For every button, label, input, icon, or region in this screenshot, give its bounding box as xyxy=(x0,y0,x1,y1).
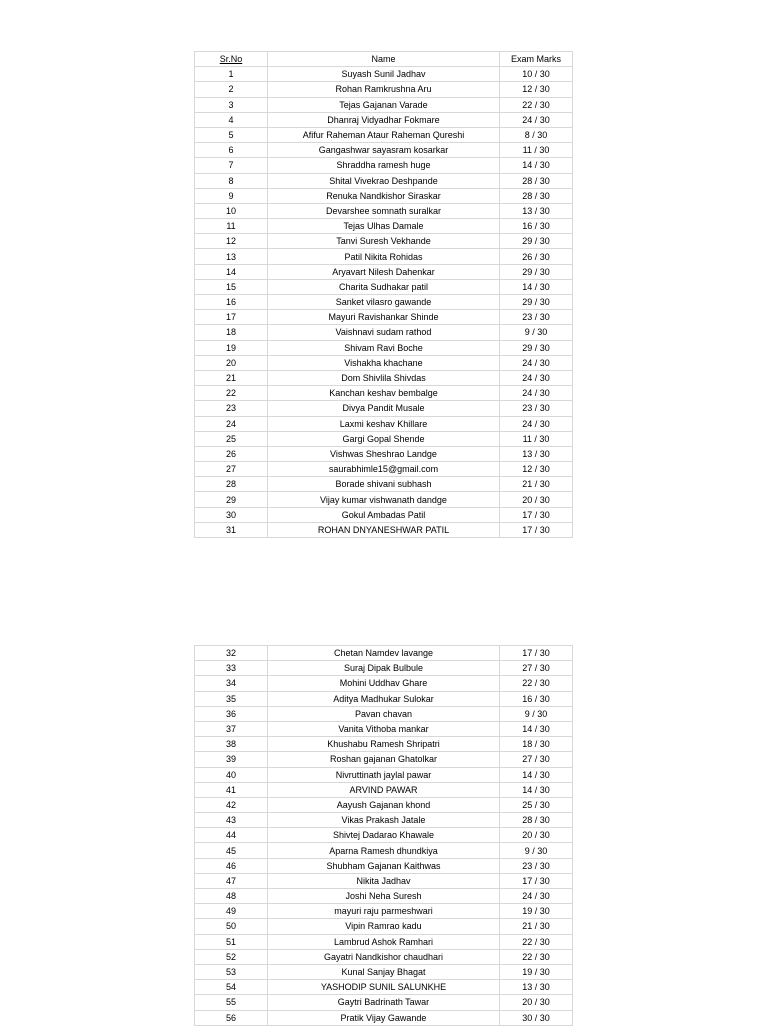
cell-srno: 17 xyxy=(195,310,268,325)
table-row xyxy=(195,370,573,385)
cell-name: Afifur Raheman Ataur Raheman Qureshi xyxy=(268,127,500,142)
cell-name: Dom Shivlila Shivdas xyxy=(268,370,500,385)
table-row xyxy=(195,386,573,401)
cell-name: Vaishnavi sudam rathod xyxy=(268,325,500,340)
cell-srno: 32 xyxy=(195,646,268,661)
cell-srno: 10 xyxy=(195,203,268,218)
cell-name: Tejas Ulhas Damale xyxy=(268,219,500,234)
cell-name: Shital Vivekrao Deshpande xyxy=(268,173,500,188)
cell-marks: 11 / 30 xyxy=(500,431,573,446)
cell-srno: 21 xyxy=(195,370,268,385)
cell-srno: 37 xyxy=(195,721,268,736)
cell-srno: 54 xyxy=(195,980,268,995)
header-name: Name xyxy=(268,52,500,67)
table-row xyxy=(195,676,573,691)
table-row xyxy=(195,188,573,203)
table-row xyxy=(195,219,573,234)
table-row xyxy=(195,462,573,477)
table-row xyxy=(195,646,573,661)
cell-name: Divya Pandit Musale xyxy=(268,401,500,416)
cell-srno: 40 xyxy=(195,767,268,782)
cell-marks: 28 / 30 xyxy=(500,173,573,188)
cell-name: Shivam Ravi Boche xyxy=(268,340,500,355)
table-row xyxy=(195,401,573,416)
cell-marks: 24 / 30 xyxy=(500,889,573,904)
table-row xyxy=(195,507,573,522)
cell-marks: 13 / 30 xyxy=(500,203,573,218)
cell-srno: 27 xyxy=(195,462,268,477)
cell-marks: 14 / 30 xyxy=(500,782,573,797)
cell-name: Gaytri Badrinath Tawar xyxy=(268,995,500,1010)
cell-marks: 13 / 30 xyxy=(500,980,573,995)
cell-srno: 45 xyxy=(195,843,268,858)
header-row xyxy=(195,52,573,67)
cell-srno: 34 xyxy=(195,676,268,691)
cell-marks: 24 / 30 xyxy=(500,386,573,401)
cell-name: Nivruttinath jaylal pawar xyxy=(268,767,500,782)
cell-srno: 9 xyxy=(195,188,268,203)
cell-marks: 9 / 30 xyxy=(500,325,573,340)
cell-marks: 23 / 30 xyxy=(500,310,573,325)
table-row xyxy=(195,737,573,752)
cell-marks: 16 / 30 xyxy=(500,219,573,234)
cell-srno: 33 xyxy=(195,661,268,676)
cell-name: Khushabu Ramesh Shripatri xyxy=(268,737,500,752)
cell-marks: 13 / 30 xyxy=(500,446,573,461)
cell-marks: 20 / 30 xyxy=(500,828,573,843)
cell-marks: 17 / 30 xyxy=(500,507,573,522)
cell-srno: 35 xyxy=(195,691,268,706)
header-srno: Sr.No xyxy=(195,52,268,67)
cell-srno: 36 xyxy=(195,706,268,721)
cell-marks: 26 / 30 xyxy=(500,249,573,264)
cell-marks: 24 / 30 xyxy=(500,416,573,431)
cell-name: Aditya Madhukar Sulokar xyxy=(268,691,500,706)
cell-name: Aryavart Nilesh Dahenkar xyxy=(268,264,500,279)
cell-name: Chetan Namdev lavange xyxy=(268,646,500,661)
cell-name: Kanchan keshav bembalge xyxy=(268,386,500,401)
cell-marks: 17 / 30 xyxy=(500,522,573,537)
cell-marks: 10 / 30 xyxy=(500,67,573,82)
table-row xyxy=(195,279,573,294)
cell-marks: 16 / 30 xyxy=(500,691,573,706)
cell-name: Tejas Gajanan Varade xyxy=(268,97,500,112)
cell-name: Vanita Vithoba mankar xyxy=(268,721,500,736)
table-row xyxy=(195,127,573,142)
cell-name: Lambrud Ashok Ramhari xyxy=(268,934,500,949)
table-row xyxy=(195,1010,573,1025)
cell-name: Vikas Prakash Jatale xyxy=(268,813,500,828)
table-row xyxy=(195,97,573,112)
cell-name: mayuri raju parmeshwari xyxy=(268,904,500,919)
cell-srno: 5 xyxy=(195,127,268,142)
cell-name: Sanket vilasro gawande xyxy=(268,295,500,310)
cell-marks: 12 / 30 xyxy=(500,82,573,97)
cell-srno: 12 xyxy=(195,234,268,249)
cell-marks: 22 / 30 xyxy=(500,949,573,964)
table-row xyxy=(195,828,573,843)
table-row xyxy=(195,889,573,904)
cell-marks: 29 / 30 xyxy=(500,340,573,355)
table-row xyxy=(195,934,573,949)
table-row xyxy=(195,752,573,767)
table-row xyxy=(195,964,573,979)
cell-name: ARVIND PAWAR xyxy=(268,782,500,797)
cell-name: Suraj Dipak Bulbule xyxy=(268,661,500,676)
marks-table-page-1 xyxy=(194,51,573,538)
cell-name: Rohan Ramkrushna Aru xyxy=(268,82,500,97)
table-row xyxy=(195,522,573,537)
table-row xyxy=(195,82,573,97)
cell-marks: 17 / 30 xyxy=(500,646,573,661)
cell-marks: 29 / 30 xyxy=(500,295,573,310)
cell-srno: 29 xyxy=(195,492,268,507)
cell-marks: 29 / 30 xyxy=(500,264,573,279)
cell-srno: 2 xyxy=(195,82,268,97)
cell-marks: 25 / 30 xyxy=(500,797,573,812)
table-row xyxy=(195,340,573,355)
table-row xyxy=(195,782,573,797)
cell-marks: 30 / 30 xyxy=(500,1010,573,1025)
cell-name: Vishwas Sheshrao Landge xyxy=(268,446,500,461)
cell-marks: 14 / 30 xyxy=(500,158,573,173)
cell-srno: 55 xyxy=(195,995,268,1010)
cell-marks: 20 / 30 xyxy=(500,492,573,507)
cell-srno: 11 xyxy=(195,219,268,234)
table-row xyxy=(195,919,573,934)
cell-name: Vijay kumar vishwanath dandge xyxy=(268,492,500,507)
cell-srno: 49 xyxy=(195,904,268,919)
table-row xyxy=(195,67,573,82)
cell-marks: 19 / 30 xyxy=(500,964,573,979)
cell-name: Suyash Sunil Jadhav xyxy=(268,67,500,82)
table-row xyxy=(195,143,573,158)
cell-marks: 23 / 30 xyxy=(500,401,573,416)
cell-marks: 20 / 30 xyxy=(500,995,573,1010)
cell-marks: 8 / 30 xyxy=(500,127,573,142)
cell-name: YASHODIP SUNIL SALUNKHE xyxy=(268,980,500,995)
cell-marks: 24 / 30 xyxy=(500,370,573,385)
cell-name: Vipin Ramrao kadu xyxy=(268,919,500,934)
cell-srno: 43 xyxy=(195,813,268,828)
cell-srno: 23 xyxy=(195,401,268,416)
cell-marks: 27 / 30 xyxy=(500,752,573,767)
table-row xyxy=(195,661,573,676)
cell-name: Renuka Nandkishor Siraskar xyxy=(268,188,500,203)
cell-srno: 53 xyxy=(195,964,268,979)
table-row xyxy=(195,477,573,492)
table-row xyxy=(195,813,573,828)
table-row xyxy=(195,325,573,340)
cell-marks: 17 / 30 xyxy=(500,873,573,888)
cell-srno: 3 xyxy=(195,97,268,112)
table-row xyxy=(195,949,573,964)
cell-name: Charita Sudhakar patil xyxy=(268,279,500,294)
table-row xyxy=(195,873,573,888)
cell-srno: 31 xyxy=(195,522,268,537)
cell-marks: 27 / 30 xyxy=(500,661,573,676)
cell-srno: 18 xyxy=(195,325,268,340)
cell-name: Aayush Gajanan khond xyxy=(268,797,500,812)
cell-srno: 20 xyxy=(195,355,268,370)
table-row xyxy=(195,355,573,370)
table-row xyxy=(195,995,573,1010)
cell-srno: 51 xyxy=(195,934,268,949)
cell-name: Shubham Gajanan Kaithwas xyxy=(268,858,500,873)
cell-name: Gokul Ambadas Patil xyxy=(268,507,500,522)
cell-name: Kunal Sanjay Bhagat xyxy=(268,964,500,979)
table-row xyxy=(195,858,573,873)
cell-name: saurabhimle15@gmail.com xyxy=(268,462,500,477)
cell-marks: 22 / 30 xyxy=(500,97,573,112)
cell-srno: 30 xyxy=(195,507,268,522)
cell-srno: 41 xyxy=(195,782,268,797)
table-row xyxy=(195,295,573,310)
table-row xyxy=(195,416,573,431)
cell-srno: 42 xyxy=(195,797,268,812)
table-row xyxy=(195,112,573,127)
table-row xyxy=(195,767,573,782)
cell-srno: 28 xyxy=(195,477,268,492)
cell-srno: 56 xyxy=(195,1010,268,1025)
cell-srno: 24 xyxy=(195,416,268,431)
cell-name: Pavan chavan xyxy=(268,706,500,721)
table-row xyxy=(195,980,573,995)
cell-marks: 22 / 30 xyxy=(500,676,573,691)
table-row xyxy=(195,721,573,736)
table-row xyxy=(195,446,573,461)
table-row xyxy=(195,310,573,325)
table-row xyxy=(195,158,573,173)
cell-marks: 24 / 30 xyxy=(500,112,573,127)
table-row xyxy=(195,691,573,706)
cell-srno: 48 xyxy=(195,889,268,904)
cell-marks: 14 / 30 xyxy=(500,721,573,736)
table-row xyxy=(195,249,573,264)
cell-name: Joshi Neha Suresh xyxy=(268,889,500,904)
cell-marks: 22 / 30 xyxy=(500,934,573,949)
cell-marks: 28 / 30 xyxy=(500,188,573,203)
cell-name: Laxmi keshav Khillare xyxy=(268,416,500,431)
cell-name: Patil Nikita Rohidas xyxy=(268,249,500,264)
table-row xyxy=(195,843,573,858)
marks-table-page-2 xyxy=(194,645,573,1026)
cell-marks: 9 / 30 xyxy=(500,706,573,721)
cell-srno: 13 xyxy=(195,249,268,264)
cell-marks: 18 / 30 xyxy=(500,737,573,752)
cell-name: Gangashwar sayasram kosarkar xyxy=(268,143,500,158)
cell-marks: 19 / 30 xyxy=(500,904,573,919)
cell-name: Vishakha khachane xyxy=(268,355,500,370)
cell-marks: 23 / 30 xyxy=(500,858,573,873)
cell-name: Mohini Uddhav Ghare xyxy=(268,676,500,691)
table-row xyxy=(195,492,573,507)
cell-marks: 29 / 30 xyxy=(500,234,573,249)
cell-marks: 24 / 30 xyxy=(500,355,573,370)
cell-srno: 46 xyxy=(195,858,268,873)
cell-srno: 14 xyxy=(195,264,268,279)
cell-srno: 26 xyxy=(195,446,268,461)
cell-srno: 38 xyxy=(195,737,268,752)
cell-srno: 22 xyxy=(195,386,268,401)
cell-srno: 47 xyxy=(195,873,268,888)
cell-marks: 9 / 30 xyxy=(500,843,573,858)
cell-srno: 39 xyxy=(195,752,268,767)
cell-srno: 25 xyxy=(195,431,268,446)
cell-name: Shraddha ramesh huge xyxy=(268,158,500,173)
cell-name: Borade shivani subhash xyxy=(268,477,500,492)
cell-srno: 52 xyxy=(195,949,268,964)
cell-marks: 21 / 30 xyxy=(500,477,573,492)
cell-name: Mayuri Ravishankar Shinde xyxy=(268,310,500,325)
table-row xyxy=(195,234,573,249)
cell-name: Dhanraj Vidyadhar Fokmare xyxy=(268,112,500,127)
cell-srno: 6 xyxy=(195,143,268,158)
cell-marks: 14 / 30 xyxy=(500,279,573,294)
table-row xyxy=(195,173,573,188)
cell-marks: 14 / 30 xyxy=(500,767,573,782)
cell-name: Tanvi Suresh Vekhande xyxy=(268,234,500,249)
cell-marks: 12 / 30 xyxy=(500,462,573,477)
cell-name: Gayatri Nandkishor chaudhari xyxy=(268,949,500,964)
cell-name: Pratik Vijay Gawande xyxy=(268,1010,500,1025)
cell-marks: 28 / 30 xyxy=(500,813,573,828)
cell-marks: 21 / 30 xyxy=(500,919,573,934)
cell-marks: 11 / 30 xyxy=(500,143,573,158)
cell-srno: 4 xyxy=(195,112,268,127)
cell-srno: 7 xyxy=(195,158,268,173)
cell-name: Roshan gajanan Ghatolkar xyxy=(268,752,500,767)
cell-srno: 15 xyxy=(195,279,268,294)
header-marks: Exam Marks xyxy=(500,52,573,67)
table-row xyxy=(195,904,573,919)
cell-name: Aparna Ramesh dhundkiya xyxy=(268,843,500,858)
table-row xyxy=(195,264,573,279)
cell-srno: 1 xyxy=(195,67,268,82)
cell-name: Nikita Jadhav xyxy=(268,873,500,888)
cell-srno: 8 xyxy=(195,173,268,188)
cell-name: Gargi Gopal Shende xyxy=(268,431,500,446)
table-row xyxy=(195,797,573,812)
table-row xyxy=(195,431,573,446)
cell-srno: 16 xyxy=(195,295,268,310)
table-row xyxy=(195,706,573,721)
cell-name: ROHAN DNYANESHWAR PATIL xyxy=(268,522,500,537)
cell-srno: 44 xyxy=(195,828,268,843)
table-row xyxy=(195,203,573,218)
cell-name: Devarshee somnath suralkar xyxy=(268,203,500,218)
cell-name: Shivtej Dadarao Khawale xyxy=(268,828,500,843)
cell-srno: 19 xyxy=(195,340,268,355)
cell-srno: 50 xyxy=(195,919,268,934)
